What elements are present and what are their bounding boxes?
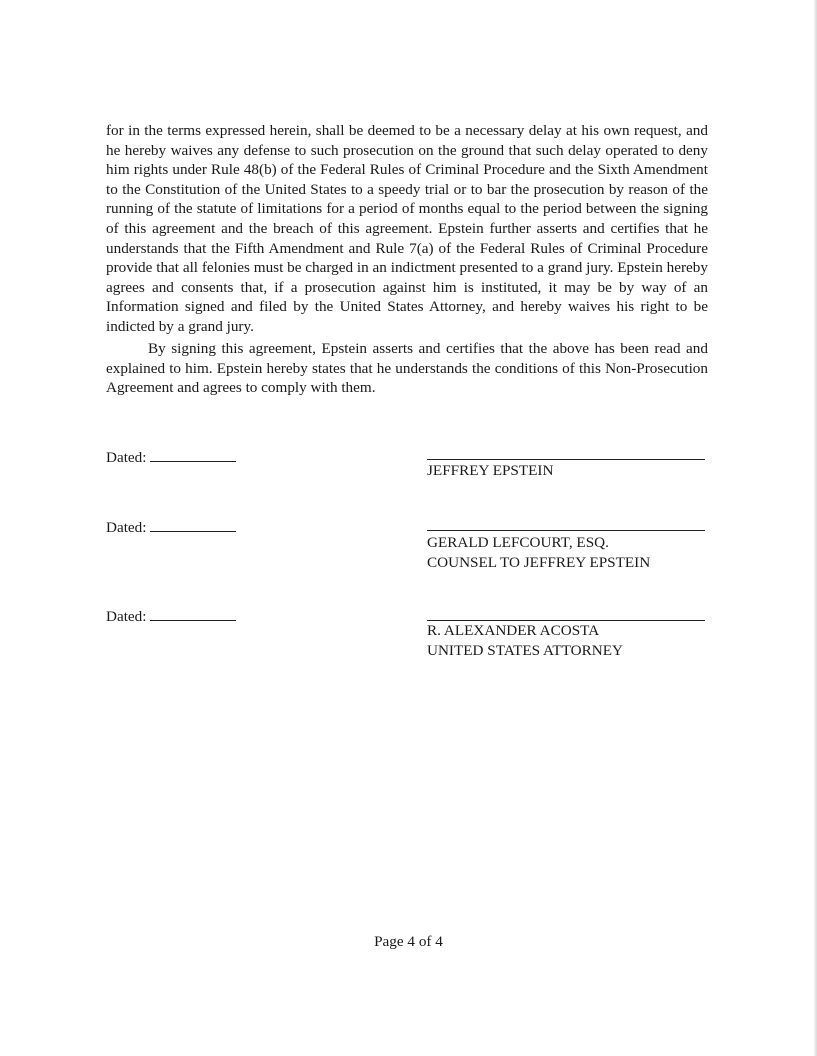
dated-field-3: [106, 606, 236, 626]
dated-label: Dated:: [106, 449, 147, 466]
dated-field-1: [106, 447, 236, 467]
signatory-title: UNITED STATES ATTORNEY: [427, 641, 623, 659]
signatory-name-3: [427, 621, 623, 660]
signatory-name-1: [427, 461, 553, 481]
date-blank-line: [150, 517, 236, 532]
signature-line-1: [427, 459, 705, 460]
dated-label: Dated:: [106, 519, 147, 536]
dated-label: Dated:: [106, 608, 147, 625]
signatory-title: COUNSEL TO JEFFREY EPSTEIN: [427, 553, 651, 571]
signatory-name: GERALD LEFCOURT, ESQ.: [427, 534, 609, 551]
signatory-name: JEFFREY EPSTEIN: [427, 462, 554, 479]
signatory-name-2: [427, 533, 650, 572]
page-number: Page 4 of 4: [374, 933, 443, 950]
body-paragraph-1: for in the terms expressed herein, shall be deemed to be a necessary delay at his own request, and he hereby waives any defense to such prosecution on the ground that such delay operated to deny him rights under Rule 48(b) of the Federal Rules of Criminal Procedure and the Sixth Amendment to the Constitution of the United States to a speedy trial or to bar the prosecution by reason of the running of the statute of limitations for a period of months equal to the period between the signing of this agreement and the breach of this agreement. Epstein further asserts and certifies that he understands that the Fifth Amendment and Rule 7(a) of the Federal Rules of Criminal Procedure provide that all felonies must be charged in an indictment presented to a grand jury. Epstein hereby agrees and consents that, if a prosecution against him is instituted, it may be by way of an Information signed and filed by the United States Attorney, and hereby waives his right to be indicted by a grand jury.: [106, 122, 708, 335]
signature-line-2: [427, 530, 705, 531]
date-blank-line: [150, 447, 236, 462]
body-paragraph-2: By signing this agreement, Epstein asserts and certifies that the above has been read and explained to him. Epstein hereby states that he understands the conditions of this Non-Prosecution Agreement and agrees to comply with them.: [106, 340, 708, 397]
date-blank-line: [150, 606, 236, 621]
signatory-name: R. ALEXANDER ACOSTA: [427, 622, 600, 639]
dated-field-2: [106, 517, 236, 537]
